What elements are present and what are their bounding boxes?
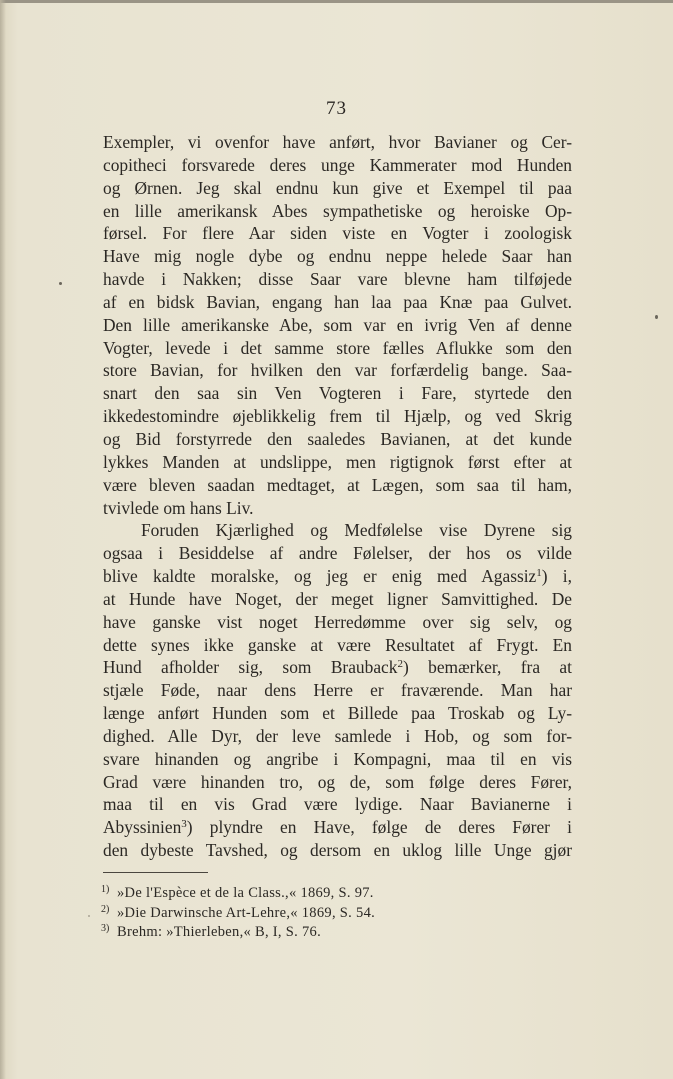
text-line: være bleven saadan medtaget, at Lægen, som saa til ham, xyxy=(103,474,572,495)
body-text xyxy=(103,131,572,862)
page-top-edge xyxy=(0,0,673,3)
footnote-rule xyxy=(103,872,208,873)
text-line: Have mig nogle dybe og endnu neppe helede Saar han xyxy=(103,246,572,267)
text-line: ikkedestomindre øjeblikkelig frem til Hjælp, og ved Skrig xyxy=(103,406,572,427)
text-line: af en bidsk Bavian, engang han laa paa Knæ paa Gulvet. xyxy=(103,291,572,312)
text-line: at Hunde have Noget, der meget ligner Samvittighed. De xyxy=(103,588,572,609)
paper-speck xyxy=(88,915,90,917)
text-line: dighed. Alle Dyr, der leve samlede i Hob, og som for- xyxy=(103,725,572,746)
text-line: den dybeste Tavshed, og dersom en uklog lille Unge gjør xyxy=(103,840,572,861)
text-line: Exempler, vi ovenfor have anført, hvor Bavianer og Cer- xyxy=(103,132,572,152)
text-line: længe anført Hunden som et Billede paa Troskab og Ly- xyxy=(103,703,572,724)
footnote-text: Brehm: »Thierleben,« B, I, S. 76. xyxy=(117,924,322,940)
paper-speck xyxy=(655,315,658,319)
footnote-ref: 3 xyxy=(181,818,187,831)
text-line: svare hinanden og angribe i Kompagni, maa til en vis xyxy=(103,748,572,769)
footnote xyxy=(101,903,557,924)
footnotes xyxy=(101,884,557,943)
text-line: copitheci forsvarede deres unge Kammerater mod Hunden xyxy=(103,154,572,175)
page-gutter-shadow xyxy=(0,0,6,1079)
text-line: store Bavian, for hvilken den var forfærdelig bange. Saa- xyxy=(103,360,572,381)
text-line: have ganske vist noget Herredømme over sig selv, og xyxy=(103,611,572,632)
text-line: Foruden Kjærlighed og Medfølelse vise Dyrene sig xyxy=(141,520,572,541)
text-line: maa til en vis Grad være lydige. Naar Bavianerne i xyxy=(103,794,572,815)
footnote-mark: 3) xyxy=(101,923,110,934)
footnote-mark: 2) xyxy=(101,903,110,915)
text-line: snart den saa sin Ven Vogteren i Fare, styrtede den xyxy=(103,383,572,404)
text-line: og Ørnen. Jeg skal endnu kun give et Exempel til paa xyxy=(103,177,572,198)
text-line: ogsaa i Besiddelse af andre Følelser, der hos os vilde xyxy=(103,543,572,564)
text-line: Den lille amerikanske Abe, som var en ivrig Ven af denne xyxy=(103,314,572,335)
footnote-mark: 1) xyxy=(101,884,110,895)
text-line: en lille amerikansk Abes sympathetiske og heroiske Op- xyxy=(103,200,572,221)
text-line: stjæle Føde, naar dens Herre er fraværende. Man har xyxy=(103,680,572,701)
text-line: Grad være hinanden tro, og de, som følge deres Fører, xyxy=(103,771,572,792)
footnote-ref: 2 xyxy=(397,658,403,671)
page-number: 73 xyxy=(326,98,347,119)
text-line: tvivlede om hans Liv. xyxy=(103,497,254,518)
text-line: lykkes Manden at undslippe, men rigtignok først efter at xyxy=(103,451,572,472)
text-line: Abyssinien$^3$) plyndre en Have, følge de deres Fører i xyxy=(103,817,572,838)
text-line: Vogter, levede i det samme store fælles Aflukke som den xyxy=(103,337,572,358)
paper-speck xyxy=(59,282,62,285)
text-line: blive kaldte moralske, og jeg er enig med Agassiz$^1$) i, xyxy=(103,566,572,587)
footnote xyxy=(101,884,557,904)
footnote-text: »De l'Espèce et de la Class.,« 1869, S. 97. xyxy=(117,885,374,901)
footnote-text: »Die Darwinsche Art-Lehre,« 1869, S. 54. xyxy=(117,904,376,921)
text-line: Hund afholder sig, som Brauback$^2$) bemærker, fra at xyxy=(103,657,572,678)
footnote-ref: 1 xyxy=(536,567,542,580)
footnote xyxy=(101,923,557,943)
text-line: og Bid forstyrrede den saaledes Bavianen, at det kunde xyxy=(103,428,572,449)
text-line: dette synes ikke ganske at være Resultatet af Frygt. En xyxy=(103,634,572,655)
text-line: havde i Nakken; disse Saar vare blevne ham tilføjede xyxy=(103,269,572,290)
text-line: førsel. For flere Aar siden viste en Vogter i zoologisk xyxy=(103,223,572,244)
